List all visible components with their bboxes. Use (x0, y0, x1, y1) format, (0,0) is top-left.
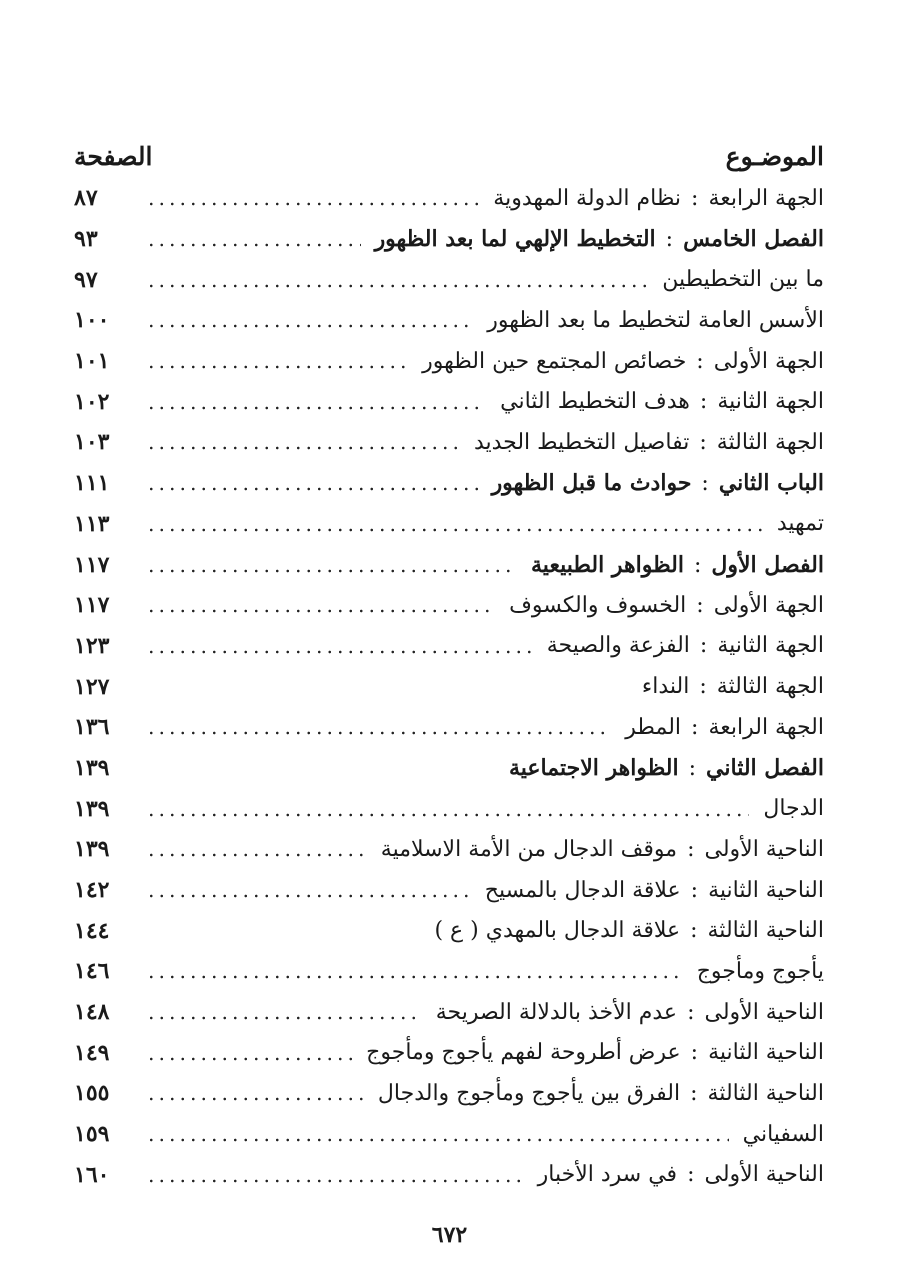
toc-entry (74, 626, 824, 667)
toc-entry-title (485, 186, 824, 211)
toc-entry-section-label: الجهة الثالثة (716, 429, 824, 455)
toc-entry-page-number: ١٠٠ (74, 307, 110, 334)
dot-leader (146, 364, 408, 370)
toc-entry-page-number: ١٥٩ (74, 1121, 110, 1148)
toc-entry-separator: : (690, 918, 698, 944)
toc-entry-section-label: الباب الثاني (718, 470, 824, 497)
dot-leader (146, 893, 471, 899)
toc-entry-text: التخطيط الإلهي لما بعد الظهور (374, 226, 656, 253)
dot-leader (146, 445, 460, 451)
toc-entry-title (617, 715, 824, 740)
toc-entry-text: الأسس العامة لتخطيط ما بعد الظهور (487, 307, 824, 333)
toc-entry-title (523, 552, 824, 578)
toc-entry-section-label: الفصل الخامس (683, 226, 824, 253)
page-number-footer: ٦٧٢ (431, 1222, 468, 1248)
toc-entry-page-number: ١٤٩ (74, 1039, 110, 1066)
toc-entry-title (654, 267, 824, 292)
toc-entry-separator: : (687, 999, 695, 1025)
toc-entry-text: عدم الأخذ بالدلالة الصريحة (435, 999, 678, 1025)
toc-entry-page-number: ١٠١ (74, 348, 110, 375)
toc-entry-page-number: ١٤٦ (74, 958, 110, 985)
dot-leader (146, 974, 683, 980)
toc-entry-text: المطر (625, 714, 682, 740)
toc-entry-title (492, 389, 824, 414)
toc-entry-title (484, 470, 824, 496)
toc-entry (74, 666, 824, 707)
toc-header (74, 136, 824, 176)
toc-entry-title (769, 511, 824, 536)
dot-leader (146, 527, 763, 533)
toc-entry-text: السفياني (742, 1121, 824, 1147)
toc-entry-text: الظواهر الاجتماعية (508, 754, 679, 781)
toc-entry (74, 300, 824, 341)
toc-entry (74, 463, 824, 504)
toc-entry-separator: : (690, 1040, 699, 1066)
toc-entry-separator: : (701, 471, 709, 497)
toc-entry (74, 341, 824, 382)
toc-entry-text: علاقة الدجال بالمسيح (484, 877, 681, 903)
toc-entry-separator: : (699, 429, 707, 455)
dot-leader (146, 1137, 729, 1143)
dot-leader (146, 1096, 364, 1102)
toc-entry-title (479, 308, 824, 333)
dot-leader (146, 771, 495, 777)
toc-entry-section-label: الجهة الثانية (717, 633, 824, 659)
dot-leader (146, 242, 361, 248)
toc-entry-text: موقف الدجال من الأمة الاسلامية (380, 836, 678, 862)
toc-entry-separator: : (690, 1080, 698, 1106)
toc-entry-page-number: ١٣٩ (74, 836, 110, 863)
toc-entry-page-number: ١٥٥ (74, 1080, 110, 1107)
toc-entry-text: الظواهر الطبيعية (531, 551, 684, 578)
toc-entry (74, 992, 824, 1033)
toc-entry-separator: : (691, 714, 699, 740)
toc-entry (74, 870, 824, 911)
toc-entry-title (634, 674, 824, 699)
toc-entry-title (689, 959, 824, 984)
toc-entry-section-label: الجهة الرابعة (708, 714, 824, 740)
toc-entry-separator: : (693, 552, 702, 578)
toc-entry-title (414, 349, 824, 374)
toc-entry-separator: : (665, 227, 674, 253)
dot-leader (146, 323, 473, 329)
toc-entry-title (539, 633, 824, 658)
toc-entry (74, 748, 824, 789)
toc-entry-title (367, 226, 824, 252)
toc-entry-section-label: الناحية الثانية (708, 877, 824, 903)
toc-entry-title (358, 1040, 824, 1065)
toc-entry-section-label: الجهة الثانية (717, 389, 824, 415)
toc-entry (74, 1155, 824, 1196)
toc-entry-title (735, 1122, 824, 1147)
toc-entry-page-number: ٨٧ (74, 185, 98, 212)
toc-entry-separator: : (699, 389, 708, 415)
toc-entry-text: في سرد الأخبار (537, 1162, 678, 1188)
toc-entry (74, 219, 824, 260)
toc-entry-title (755, 796, 824, 821)
toc-entry-section-label: الفصل الثاني (706, 754, 824, 781)
toc-entry-separator: : (688, 755, 697, 781)
toc-entry-section-label: الناحية الثالثة (707, 1080, 824, 1106)
toc-entry-separator: : (696, 348, 704, 374)
toc-entry-page-number: ١١٣ (74, 510, 110, 537)
toc-entry-page-number: ١١٧ (74, 592, 110, 619)
toc-entry-section-label: الجهة الأولى (713, 592, 824, 618)
dot-leader (146, 405, 486, 411)
toc-entry-text: نظام الدولة المهدوية (493, 185, 682, 211)
toc-entry-title (373, 837, 824, 862)
toc-entry-separator: : (687, 836, 695, 862)
toc-entry-title (477, 878, 824, 903)
toc-entry-section-label: الناحية الأولى (704, 999, 824, 1025)
dot-leader (146, 730, 611, 736)
page-column-heading: الصفحة (74, 141, 153, 171)
dot-leader (146, 486, 478, 492)
toc-entry-page-number: ١٤٢ (74, 877, 110, 904)
toc-entry-page-number: ١٦٠ (74, 1161, 110, 1188)
toc-entry (74, 178, 824, 219)
toc-entry-section-label: الناحية الثالثة (707, 918, 824, 944)
toc-entry-page-number: ١٣٦ (74, 714, 110, 741)
toc-entry-section-label: الناحية الأولى (704, 1162, 824, 1188)
toc-entry-separator: : (699, 674, 707, 700)
toc-entry-page-number: ١١٧ (74, 551, 110, 578)
toc-entry (74, 707, 824, 748)
dot-leader (146, 283, 648, 289)
toc-entry (74, 1114, 824, 1155)
toc-entry-text: عرض أطروحة لفهم يأجوج ومأجوج (366, 1040, 681, 1066)
toc-entry-title (501, 755, 824, 781)
toc-entry-section-label: الجهة الأولى (713, 348, 824, 374)
toc-entry-page-number: ١٣٩ (74, 754, 110, 781)
toc-entry-text: تفاصيل التخطيط الجديد (473, 429, 690, 455)
toc-entry-section-label: الناحية الثانية (708, 1040, 824, 1066)
topic-column-heading: الموضـوع (725, 141, 824, 171)
toc-entry-title (530, 1162, 824, 1187)
toc-entry-page-number: ١٣٩ (74, 795, 110, 822)
dot-leader (146, 649, 533, 655)
toc-entry-page-number: ١١١ (74, 470, 110, 497)
dot-leader (146, 690, 628, 696)
toc-entry-text: الفزعة والصيحة (546, 633, 690, 659)
toc-entry-separator: : (696, 592, 704, 618)
toc-entry-title (501, 593, 824, 618)
toc-entry-text: يأجوج ومأجوج (696, 958, 824, 984)
toc-entry (74, 381, 824, 422)
toc-entry (74, 951, 824, 992)
toc-entry-text: تمهيد (776, 511, 824, 537)
toc-entry-page-number: ١٢٧ (74, 673, 110, 700)
toc-entry-text: الخسوف والكسوف (509, 592, 687, 618)
dot-leader (146, 934, 420, 940)
toc-entry-section-label: الناحية الأولى (704, 836, 824, 862)
toc-entry (74, 910, 824, 951)
toc-entry-text: هدف التخطيط الثاني (500, 389, 690, 415)
toc-entry-page-number: ٩٧ (74, 266, 98, 293)
toc-entry-section-label: الجهة الرابعة (708, 185, 824, 211)
toc-entry-separator: : (690, 877, 699, 903)
toc-entry-page-number: ١٠٢ (74, 388, 110, 415)
toc-entry (74, 504, 824, 545)
dot-leader (146, 1056, 352, 1062)
toc-entry-title (428, 1000, 824, 1025)
toc-entry-text: خصائص المجتمع حين الظهور (422, 348, 687, 374)
toc-entry-separator: : (699, 633, 708, 659)
toc-entry (74, 422, 824, 463)
toc-entry-title (370, 1081, 824, 1106)
table-of-contents (74, 178, 824, 1195)
toc-entry (74, 1032, 824, 1073)
toc-entry-text: علاقة الدجال بالمهدي ( ع ) (434, 918, 681, 944)
toc-entry (74, 829, 824, 870)
toc-entry-text: الفرق بين يأجوج ومأجوج والدجال (377, 1080, 681, 1106)
toc-entry-section-label: الجهة الثالثة (716, 674, 824, 700)
toc-entry-text: الدجال (763, 796, 824, 822)
toc-entry-separator: : (687, 1162, 695, 1188)
toc-entry-page-number: ١٢٣ (74, 632, 110, 659)
toc-entry (74, 788, 824, 829)
toc-entry-page-number: ٩٣ (74, 226, 98, 253)
toc-entry-title (426, 918, 824, 943)
toc-entry-page-number: ١٤٨ (74, 999, 110, 1026)
toc-entry-section-label: الفصل الأول (711, 551, 824, 578)
toc-entry-text: النداء (641, 674, 690, 700)
dot-leader (146, 1015, 422, 1021)
toc-entry-separator: : (691, 185, 699, 211)
dot-leader (146, 852, 367, 858)
dot-leader (146, 812, 749, 818)
toc-entry-title (466, 430, 824, 455)
toc-entry-page-number: ١٤٤ (74, 917, 110, 944)
toc-entry-text: حوادث ما قبل الظهور (491, 470, 692, 497)
toc-entry (74, 585, 824, 626)
dot-leader (146, 201, 479, 207)
toc-entry-text: ما بين التخطيطين (662, 267, 824, 293)
toc-entry (74, 544, 824, 585)
toc-entry (74, 259, 824, 300)
toc-entry (74, 1073, 824, 1114)
dot-leader (146, 608, 495, 614)
toc-entry-page-number: ١٠٣ (74, 429, 110, 456)
dot-leader (146, 568, 517, 574)
dot-leader (146, 1178, 524, 1184)
